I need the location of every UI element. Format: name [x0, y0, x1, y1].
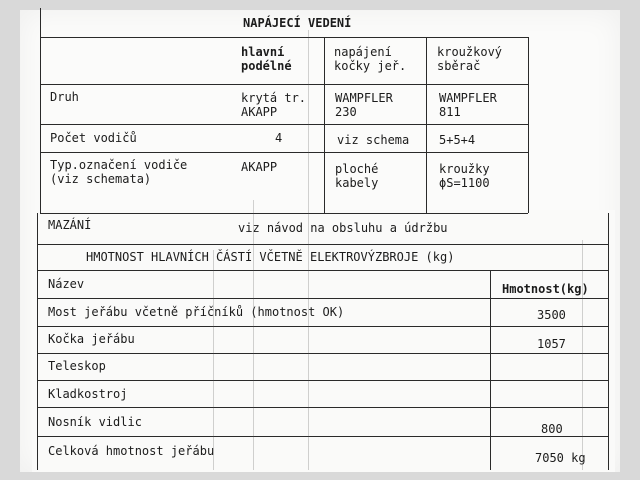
- lubrication-value: viz návod na obsluhu a údržbu: [238, 221, 448, 235]
- rule: [37, 407, 609, 408]
- rule: [37, 298, 609, 299]
- rule: [37, 436, 609, 437]
- cell-value: AKAPP: [241, 160, 278, 174]
- row-label-wire-count: Počet vodičů: [50, 131, 137, 145]
- rule: [40, 213, 528, 214]
- weight-row-value: 1057: [537, 337, 566, 351]
- weight-row-name: Kočka jeřábu: [48, 332, 135, 346]
- row-label-type: Druh: [50, 90, 79, 104]
- weight-row-name: Celková hmotnost jeřábu: [48, 444, 215, 458]
- scan-artifact: [308, 30, 309, 470]
- rule: [40, 152, 528, 153]
- rule: [324, 37, 325, 213]
- scan-artifact: [253, 200, 254, 470]
- lubrication-label: MAZÁNÍ: [48, 218, 92, 232]
- weight-table-title: HMOTNOST HLAVNÍCH ČÁSTÍ VČETNĚ ELEKTROVÝZBROJE (kg): [86, 250, 455, 264]
- weight-row-name: Most jeřábu včetně příčníků (hmotnost OK): [48, 305, 345, 319]
- rule: [37, 270, 609, 271]
- rule: [608, 213, 609, 244]
- rule: [40, 124, 528, 125]
- rule: [426, 37, 427, 213]
- rule: [528, 37, 529, 213]
- cell-value: WAMPFLER 230: [335, 91, 393, 119]
- col-header-trolley: napájení kočky jeř.: [334, 45, 407, 73]
- col-header-main: hlavní podélné: [241, 45, 292, 73]
- weight-row-name: Kladkostroj: [48, 387, 128, 401]
- cell-value: WAMPFLER 811: [439, 91, 497, 119]
- rule: [37, 353, 609, 354]
- header-weight: Hmotnost(kg): [502, 282, 589, 296]
- scan-artifact: [582, 240, 583, 470]
- weight-row-name: Nosník vidlic: [48, 415, 142, 429]
- cell-value: kroužky ϕS=1100: [439, 162, 490, 190]
- cell-value: viz schema: [337, 133, 410, 147]
- rule: [37, 213, 38, 244]
- weight-row-name: Teleskop: [48, 359, 106, 373]
- cell-value: krytá tr. AKAPP: [241, 91, 307, 119]
- rule: [37, 244, 609, 245]
- rule: [40, 37, 528, 38]
- rule: [40, 8, 41, 213]
- rule: [37, 326, 609, 327]
- scan-artifact: [213, 250, 214, 470]
- col-header-slip-ring: kroužkový sběrač: [437, 45, 503, 73]
- weight-row-value: 800: [541, 422, 563, 436]
- rule: [40, 84, 528, 85]
- cell-value: ploché kabely: [335, 162, 379, 190]
- header-name: Název: [48, 277, 85, 291]
- power-supply-title: NAPÁJECÍ VEDENÍ: [243, 16, 352, 30]
- weight-row-value: 7050 kg: [535, 451, 586, 465]
- row-label-wire-designation: Typ.označení vodiče (viz schemata): [50, 158, 188, 186]
- rule: [490, 270, 491, 470]
- weight-row-value: 3500: [537, 308, 566, 322]
- cell-value: 4: [275, 131, 283, 145]
- cell-value: 5+5+4: [439, 133, 476, 147]
- rule: [37, 380, 609, 381]
